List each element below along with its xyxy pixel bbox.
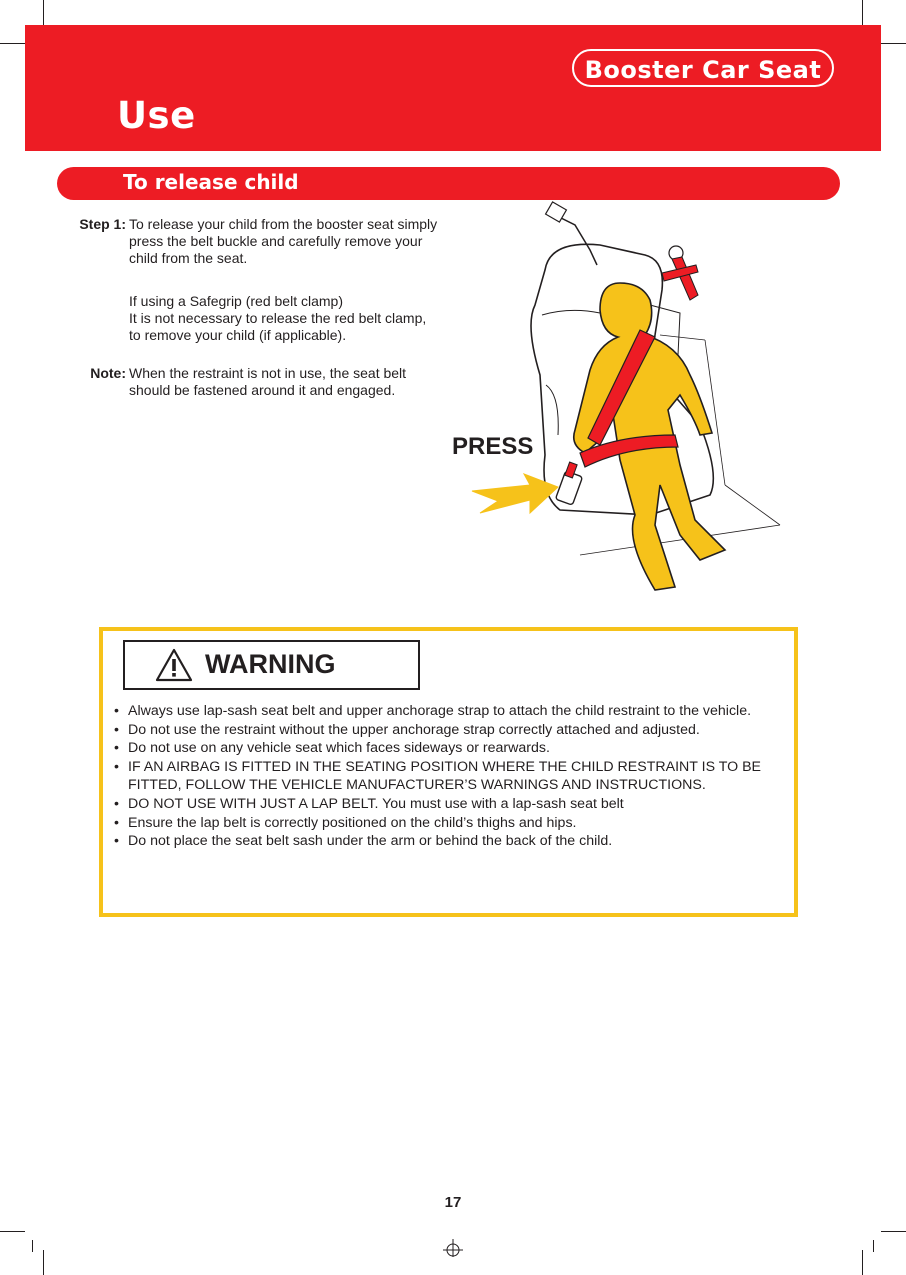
red-belt-clamp [672,257,698,300]
booster-seat-illustration [450,195,790,605]
crop-mark [32,1240,33,1252]
text-line: press the belt buckle and carefully remove your [129,233,423,249]
step-1-label: Step 1: [79,216,126,232]
text-line: It is not necessary to release the red belt clamp, [129,310,427,326]
crop-mark [0,1231,25,1232]
press-label: PRESS [452,433,534,460]
text-line: child from the seat. [129,250,248,266]
warning-item: • DO NOT USE WITH JUST A LAP BELT. You must use with a lap-sash seat belt [114,795,794,814]
registration-mark-icon [441,1237,465,1261]
text-line: to remove your child (if applicable). [129,327,347,343]
page-title: Use [117,94,196,137]
crop-mark [862,1250,863,1275]
seat-edge-line [725,485,780,525]
warning-item: • IF AN AIRBAG IS FITTED IN THE SEATING POSITION WHERE THE CHILD RESTRAINT IS TO BE FITTED, FOLLOW THE VEHICLE MANUFACTURER’S WARNINGS AND INSTRUCTIONS. [114,758,794,795]
note-label: Note: [90,365,126,381]
warning-triangle-icon [155,648,193,682]
warning-list [114,702,794,851]
crop-mark [881,1231,906,1232]
warning-item: • Do not place the seat belt sash under the arm or behind the back of the child. [114,832,794,851]
step-1-text [129,216,489,267]
warning-item: • Always use lap-sash seat belt and upper anchorage strap to attach the child restraint to the vehicle. [114,702,794,721]
warning-item: • Do not use the restraint without the upper anchorage strap correctly attached and adjusted. [114,721,794,740]
warning-item: • Do not use on any vehicle seat which faces sideways or rearwards. [114,739,794,758]
text-line: should be fastened around it and engaged. [129,382,396,398]
crop-mark [43,1250,44,1275]
section-title: To release child [123,170,299,194]
crop-mark [43,0,44,25]
page-number: 17 [444,1194,462,1211]
crop-mark [0,43,25,44]
warning-heading: WARNING [205,649,336,679]
safegrip-text [129,293,489,344]
crop-mark [862,0,863,25]
text-line: When the restraint is not in use, the seat belt [129,365,407,381]
warning-item: • Ensure the lap belt is correctly positioned on the child’s thighs and hips. [114,814,794,833]
product-badge: Booster Car Seat [572,49,834,87]
seat-edge-line [660,335,705,340]
warning-header [123,640,420,690]
text-line: If using a Safegrip (red belt clamp) [129,293,343,309]
crop-mark [873,1240,874,1252]
text-line: To release your child from the booster seat simply [129,216,438,232]
note-text [129,365,489,399]
crop-mark [881,43,906,44]
